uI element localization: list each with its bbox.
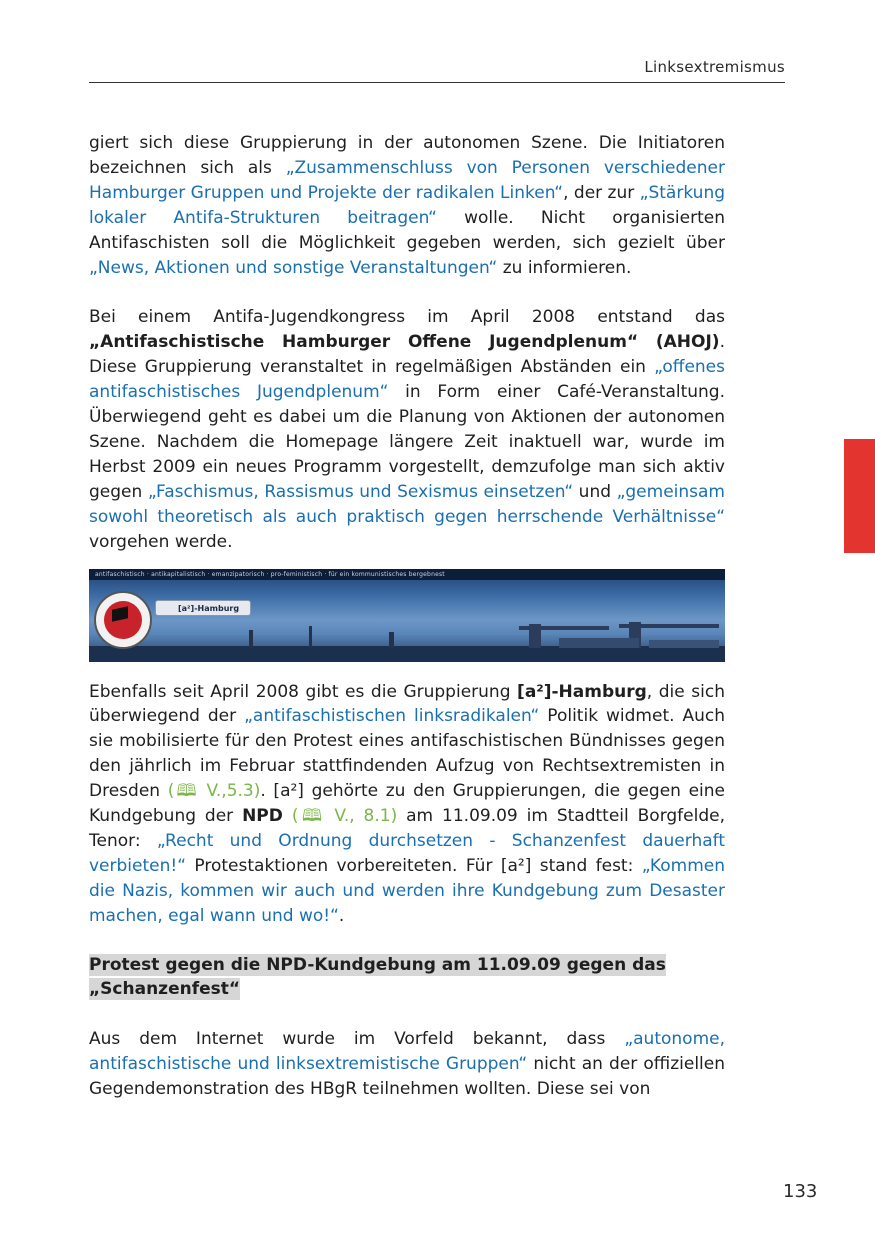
- text: nicht an der offiziellen Gegendemonstration des HBgR teilnehmen wollten. Diese sei von: [89, 1054, 726, 1100]
- text: . [a²] gehörte zu den Gruppierungen, die gegen eine Kundgebung der: [89, 781, 725, 827]
- text: .: [338, 905, 345, 926]
- quote: „Faschismus, Rassismus und Sexismus einsetzen“: [147, 481, 574, 502]
- quote: „offenes antifaschistisches Jugendplenum“: [89, 357, 725, 403]
- text: Protestaktionen vorbereiteten. Für [a²] stand fest:: [186, 855, 642, 876]
- text: giert sich diese Gruppierung in der autonomen Szene. Die Initiatoren bezeichnen sich als: [89, 133, 725, 178]
- text: zu informieren.: [497, 257, 632, 278]
- quote: „Stärkung lokaler Antifa-Strukturen beitragen“: [89, 182, 726, 228]
- website-banner-image: [89, 569, 725, 662]
- section-heading-block: [89, 953, 725, 1003]
- cross-reference: (🕮 V.,5.3): [167, 781, 261, 802]
- paragraph-2: [89, 305, 725, 554]
- text: in Form einer Café-Veranstaltung. Überwiegend geht es dabei um die Planung von Aktionen der autonomen Szene. Nachdem die Homepage längere Zeit inaktuell war, wurde im Herbst 2009 ein neues Programm vorgestellt, demzufolge man sich aktiv gegen: [89, 382, 725, 502]
- main-content: [89, 131, 725, 1102]
- cross-reference: (🕮 V., 8.1): [291, 806, 398, 827]
- running-header: Linksextremismus: [644, 58, 785, 76]
- text: , der zur: [563, 182, 640, 203]
- bold-term: [a²]-Hamburg: [517, 681, 647, 702]
- paragraph-3: [89, 680, 725, 929]
- quote: „gemeinsam sowohl theoretisch als auch praktisch gegen herrschende Verhältnisse“: [89, 481, 725, 527]
- text: Ebenfalls seit April 2008 gibt es die Gruppierung: [89, 681, 518, 702]
- text: am 11.09.09 im Stadtteil Borgfelde, Tenor:: [89, 806, 726, 851]
- chapter-tab: [844, 439, 875, 553]
- harbor-skyline-graphic: [89, 622, 725, 662]
- text: Aus dem Internet wurde im Vorfeld bekannt, dass: [89, 1029, 625, 1050]
- page-number: 133: [783, 1181, 818, 1202]
- banner-group-name: [a²]-Hamburg: [155, 600, 251, 616]
- quote: „Kommen die Nazis, kommen wir auch und werden ihre Kundgebung zum Desaster machen, egal wann und wo!“: [89, 855, 725, 926]
- quote: „antifaschistischen linksradikalen“: [244, 706, 540, 727]
- text: wolle. Nicht organisierten Antifaschisten soll die Möglichkeit gegeben werden, sich gezielt über: [89, 207, 725, 253]
- section-heading: Protest gegen die NPD-Kundgebung am 11.09.09 gegen das „Schanzenfest“: [89, 954, 666, 1000]
- text: , die sich überwiegend der: [89, 681, 725, 727]
- bold-term: NPD: [242, 806, 283, 827]
- quote: „autonome, antifaschistische und linksextremistische Gruppen“: [89, 1029, 725, 1075]
- text: [283, 806, 292, 826]
- quote: „News, Aktionen und sonstige Veranstaltungen“: [89, 257, 498, 278]
- text: Politik widmet. Auch sie mobilisierte für den Protest eines antifaschistischen Bündnisses gegen den jährlich im Februar stattfindenden Aufzug von Rechtsextremisten in Dresden: [89, 706, 725, 802]
- text: . Diese Gruppierung veranstaltet in regelmäßigen Abständen ein: [89, 332, 725, 378]
- text: Bei einem Antifa-Jugendkongress im April 2008 entstand das: [89, 307, 725, 328]
- bold-term: „Antifaschistische Hamburger Offene Jugendplenum“ (AHOJ): [89, 332, 720, 353]
- paragraph-1: [89, 131, 725, 280]
- text: vorgehen werde.: [89, 531, 233, 552]
- banner-tagline: antifaschistisch · antikapitalistisch · emanzipatorisch · pro-feministisch · für ein kommunistisches bergebnest: [89, 569, 725, 580]
- quote: „Recht und Ordnung durchsetzen - Schanzenfest dauerhaft verbieten!“: [89, 830, 725, 876]
- paragraph-4: [89, 1027, 725, 1102]
- quote: „Zusammenschluss von Personen verschiedener Hamburger Gruppen und Projekte der radikalen Linken“: [89, 157, 725, 203]
- antifa-flag-logo: [94, 591, 152, 649]
- header-rule: [89, 82, 785, 83]
- text: und: [573, 481, 617, 502]
